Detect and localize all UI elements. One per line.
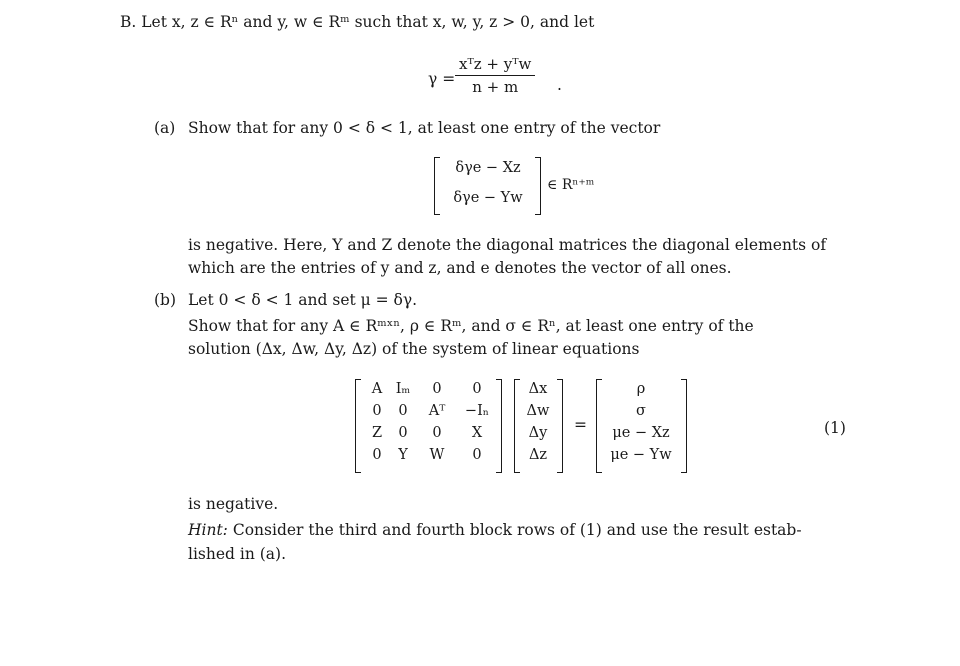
part-a-label: (a) (154, 119, 176, 137)
rhs-fourth-block: μe − Yw (610, 447, 672, 463)
gamma-numerator: xᵀz + yᵀw (459, 55, 532, 73)
matrix-entry: Y (398, 447, 408, 463)
gamma-period: . (557, 76, 562, 94)
vector-right-bracket (535, 157, 541, 215)
hint-text-1: Consider the third and fourth block rows of (1) and use the result estab- (232, 521, 802, 539)
vector-entry-1: δγe − Xz (455, 160, 521, 176)
vector-entry-2: δγe − Yw (453, 190, 523, 206)
matrix-entry: 0 (398, 403, 408, 419)
matrix-entry: 0 (398, 425, 408, 441)
gamma-fraction (455, 55, 535, 96)
matrix-entry: 0 (372, 403, 382, 419)
equation-number: (1) (824, 419, 846, 437)
part-b-line-3: solution (Δx, Δw, Δy, Δz) of the system of linear equations (188, 340, 640, 358)
unknown-dy: Δy (528, 425, 548, 441)
matrix-entry: 0 (472, 381, 482, 397)
unknown-dw: Δw (526, 403, 550, 419)
problem-intro-text: Let x, z ∈ Rⁿ and y, w ∈ Rᵐ such that x, w, y, z > 0, and let (141, 13, 595, 31)
part-b-label: (b) (154, 291, 177, 309)
matrix-right-bracket (496, 379, 502, 473)
matrix-entry: 0 (472, 447, 482, 463)
matrix-entry: 0 (372, 447, 382, 463)
gamma-denominator: n + m (472, 78, 519, 96)
matrix-entry: W (429, 447, 445, 463)
matrix-entry: A (371, 381, 383, 397)
hint-line-2: lished in (a). (188, 545, 287, 563)
part-a-text: Show that for any 0 < δ < 1, at least one entry of the vector (188, 119, 661, 137)
rhs-third-block: μe − Xz (612, 425, 670, 441)
matrix-entry: 0 (432, 425, 442, 441)
part-b-line-2: Show that for any A ∈ Rᵐˣⁿ, ρ ∈ Rᵐ, and σ ∈ Rⁿ, at least one entry of the (188, 317, 754, 335)
unknown-dx: Δx (528, 381, 548, 397)
hint-line-1 (188, 521, 802, 539)
part-b-line-1: Let 0 < δ < 1 and set μ = δγ. (188, 291, 418, 309)
part-a-after-1: is negative. Here, Y and Z denote the diagonal matrices the diagonal elements of (188, 236, 827, 254)
matrix-entry: Aᵀ (428, 403, 446, 419)
vector-membership: ∈ Rⁿ⁺ᵐ (547, 177, 595, 193)
matrix-entry: Iₘ (395, 381, 411, 397)
rhs-sigma: σ (636, 403, 646, 419)
rhs-rho: ρ (636, 381, 646, 397)
equals-sign: = (574, 416, 587, 434)
problem-label: B. (120, 13, 137, 31)
matrix-entry: Z (371, 425, 383, 441)
part-b-after: is negative. (188, 495, 279, 513)
unknown-dz: Δz (528, 447, 548, 463)
hint-label: Hint: (188, 521, 228, 539)
problem-intro (120, 13, 594, 31)
part-a-after-2: which are the entries of y and z, and e denotes the vector of all ones. (188, 259, 732, 277)
fraction-bar (455, 75, 535, 76)
gamma-lhs: γ = (428, 70, 456, 88)
matrix-entry: 0 (432, 381, 442, 397)
matrix-entry: X (471, 425, 483, 441)
matrix-entry: −Iₙ (464, 403, 490, 419)
